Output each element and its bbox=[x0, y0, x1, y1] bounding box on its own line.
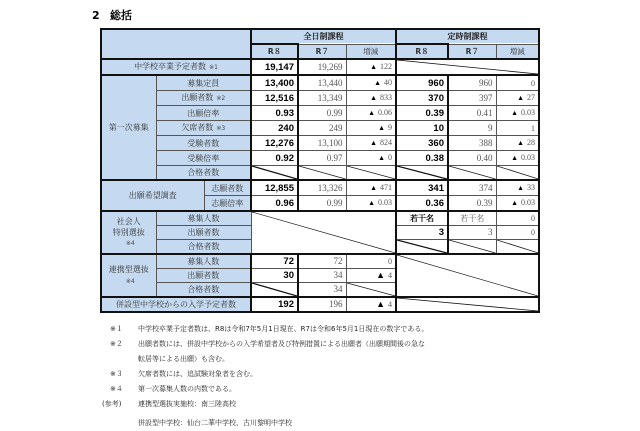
pt-diff-value: 0 bbox=[496, 211, 539, 226]
pt-r7-value: 3 bbox=[448, 226, 496, 240]
row-adult-0 bbox=[101, 211, 539, 226]
ft-diff-value: ▲ 40 bbox=[346, 75, 396, 91]
row-first-round-2 bbox=[101, 106, 539, 121]
ft-r8-value: 0.93 bbox=[251, 106, 298, 121]
ft-diff-slash bbox=[346, 283, 396, 298]
pt-diff-value: 0 bbox=[496, 226, 539, 240]
pt-r7-value: 若干名 bbox=[448, 211, 496, 226]
group-label-survey: 出願希望調査 bbox=[101, 180, 204, 211]
row-label: 受験倍率 bbox=[156, 151, 251, 166]
pt-r8-value: 3 bbox=[396, 226, 448, 240]
pt-r7-value: 0.40 bbox=[448, 151, 496, 166]
pt-diff-value: ▲ 0.03 bbox=[496, 151, 539, 166]
pt-diff-value: ▲ 27 bbox=[496, 91, 539, 106]
ft-diff-value: ▲ 824 bbox=[346, 136, 396, 151]
pt-r8-value: 370 bbox=[396, 91, 448, 106]
ft-r8-value: 72 bbox=[251, 254, 298, 269]
section-title bbox=[92, 7, 132, 23]
pt-diff-value: 1 bbox=[496, 121, 539, 136]
row-label: 募集人数 bbox=[156, 254, 251, 269]
pt-r8-value: 0.36 bbox=[396, 196, 448, 212]
ft-diff-slash bbox=[346, 166, 396, 181]
pt-diff-value: 0 bbox=[496, 75, 539, 91]
col-ft-r8: R８ bbox=[251, 44, 298, 59]
ft-diff-value: 0 bbox=[346, 254, 396, 269]
ft-r7-value: 0.97 bbox=[298, 151, 346, 166]
footnote-4: ※４ 第一次募集人数の内数である。 bbox=[110, 385, 236, 393]
ft-r8-slash bbox=[251, 166, 298, 181]
ft-r7-value: 13,326 bbox=[298, 180, 346, 196]
header-blank bbox=[101, 29, 251, 59]
pt-r7-value: 374 bbox=[448, 180, 496, 196]
pt-r8-value: 341 bbox=[396, 180, 448, 196]
col-ft-diff: 増減 bbox=[346, 44, 396, 59]
ft-r8-value: 0.96 bbox=[251, 196, 298, 212]
pt-r8-slash bbox=[396, 166, 448, 181]
row-combined bbox=[101, 297, 539, 312]
pt-diff-slash bbox=[496, 166, 539, 181]
row-label: 志願者数 bbox=[204, 180, 251, 196]
ft-r8-value: 30 bbox=[251, 269, 298, 283]
pt-linked-slash bbox=[396, 254, 539, 297]
ft-diff-value: ▲ 4 bbox=[346, 297, 396, 312]
footnotes bbox=[102, 322, 429, 431]
footnote-2: ※２ 出願者数には、併設中学校からの入学希望者及び特例措置による出願者（出願期間後の急な bbox=[110, 340, 425, 348]
pt-diff-value: ▲ 0.03 bbox=[496, 106, 539, 121]
ft-r7-value: 13,440 bbox=[298, 75, 346, 91]
pt-r8-value: 0.38 bbox=[396, 151, 448, 166]
ft-diff-value: ▲ 0 bbox=[346, 151, 396, 166]
ft-r7-value: 13,349 bbox=[298, 91, 346, 106]
pt-r8-value: 若干名 bbox=[396, 211, 448, 226]
pt-r7-value: 0.41 bbox=[448, 106, 496, 121]
pt-r8-value: 360 bbox=[396, 136, 448, 151]
ft-diff-value: ▲ 0.03 bbox=[346, 196, 396, 212]
reference-linked: (参考) 連携型選抜実施校：南三陸高校 bbox=[102, 400, 236, 408]
row-graduates bbox=[101, 59, 539, 75]
summary-table bbox=[100, 28, 540, 313]
ft-r8-value: 13,400 bbox=[251, 75, 298, 91]
group-label-linked: 連携型選抜 ※4 bbox=[101, 254, 156, 297]
ft-r7-value: 196 bbox=[298, 297, 346, 312]
row-label: 欠席者数 ※3 bbox=[156, 121, 251, 136]
ft-r8-value: 192 bbox=[251, 297, 298, 312]
pt-r7-value: 388 bbox=[448, 136, 496, 151]
pt-slash-cell bbox=[396, 59, 539, 75]
row-label: 中学校卒業予定者数 ※1 bbox=[101, 59, 251, 75]
row-first-round-3 bbox=[101, 121, 539, 136]
group-label-first-round: 第一次募集 bbox=[101, 75, 156, 180]
ft-r8-value: 12,276 bbox=[251, 136, 298, 151]
row-label: 志願倍率 bbox=[204, 196, 251, 212]
pt-r7-slash bbox=[448, 240, 496, 255]
pt-r7-value: 397 bbox=[448, 91, 496, 106]
pt-r8-value: 0.39 bbox=[396, 106, 448, 121]
pt-r7-value: 9 bbox=[448, 121, 496, 136]
pt-r7-slash bbox=[448, 166, 496, 181]
ft-diff-value: ▲ 4 bbox=[346, 269, 396, 283]
ft-r8-value: 240 bbox=[251, 121, 298, 136]
row-label: 併設型中学校からの入学予定者数 bbox=[101, 297, 251, 312]
ft-r7-value: 72 bbox=[298, 254, 346, 269]
pt-combined-slash bbox=[396, 297, 539, 312]
pt-diff-value: ▲ 28 bbox=[496, 136, 539, 151]
row-label: 出願者数 ※2 bbox=[156, 91, 251, 106]
row-first-round-0 bbox=[101, 75, 539, 91]
pt-r7-value: 0.39 bbox=[448, 196, 496, 212]
pt-r7-value: 960 bbox=[448, 75, 496, 91]
ft-diff-value: ▲ 0.06 bbox=[346, 106, 396, 121]
pt-r8-value: 10 bbox=[396, 121, 448, 136]
pt-r8-slash bbox=[396, 240, 448, 255]
footnote-2-cont: 転居等による出願）も含む。 bbox=[138, 355, 229, 363]
footnote-1: ※１ 中学校卒業予定者数は、R8は令和7年5月1日現在、R7は令和6年5月1日現在の数字である。 bbox=[110, 325, 429, 333]
pt-diff-slash bbox=[496, 240, 539, 255]
pt-r8-value: 960 bbox=[396, 75, 448, 91]
ft-r7-slash bbox=[298, 166, 346, 181]
ft-r8-value: 0.92 bbox=[251, 151, 298, 166]
ft-diff-value: ▲ 833 bbox=[346, 91, 396, 106]
col-pt-r8: R８ bbox=[396, 44, 448, 59]
ft-r7-value: 19,269 bbox=[298, 59, 346, 75]
row-first-round-1 bbox=[101, 91, 539, 106]
ft-r8-slash bbox=[251, 283, 298, 298]
row-label: 出願者数 bbox=[156, 269, 251, 283]
pt-diff-value: ▲ 0.03 bbox=[496, 196, 539, 212]
ft-r7-value: 0.99 bbox=[298, 106, 346, 121]
row-linked-0 bbox=[101, 254, 539, 269]
header-part-time: 定時制課程 bbox=[396, 29, 539, 44]
row-first-round-5 bbox=[101, 151, 539, 166]
footnote-3: ※３ 欠席者数には、追試験対象者を含む。 bbox=[110, 370, 257, 378]
section-title-text: 総括 bbox=[110, 9, 132, 22]
ft-r8-value: 19,147 bbox=[251, 59, 298, 75]
section-number: 2 bbox=[92, 9, 100, 22]
ft-r7-value: 34 bbox=[298, 269, 346, 283]
ft-r7-value: 249 bbox=[298, 121, 346, 136]
ft-adult-slash bbox=[251, 211, 396, 254]
row-label: 合格者数 bbox=[156, 240, 251, 255]
row-label: 出願者数 bbox=[156, 226, 251, 240]
row-label: 合格者数 bbox=[156, 283, 251, 298]
ft-diff-value: ▲ 471 bbox=[346, 180, 396, 196]
pt-diff-value: ▲ 33 bbox=[496, 180, 539, 196]
col-ft-r7: R７ bbox=[298, 44, 346, 59]
ft-diff-value: ▲ 122 bbox=[346, 59, 396, 75]
group-label-adult: 社会人 特別選抜 ※4 bbox=[101, 211, 156, 254]
row-label: 受験者数 bbox=[156, 136, 251, 151]
col-pt-r7: R７ bbox=[448, 44, 496, 59]
reference-combined: 併設型中学校：仙台二華中学校、古川黎明中学校 bbox=[138, 419, 292, 427]
row-first-round-4 bbox=[101, 136, 539, 151]
row-first-round-6 bbox=[101, 166, 539, 181]
row-label: 募集人数 bbox=[156, 211, 251, 226]
row-label: 出願倍率 bbox=[156, 106, 251, 121]
ft-diff-value: ▲ 9 bbox=[346, 121, 396, 136]
ft-r7-value: 13,100 bbox=[298, 136, 346, 151]
col-pt-diff: 増減 bbox=[496, 44, 539, 59]
ft-r8-value: 12,855 bbox=[251, 180, 298, 196]
ft-r8-value: 12,516 bbox=[251, 91, 298, 106]
ft-r7-value: 0.99 bbox=[298, 196, 346, 212]
row-survey-0 bbox=[101, 180, 539, 196]
ft-r7-value: 34 bbox=[298, 283, 346, 298]
row-label: 募集定員 bbox=[156, 75, 251, 91]
header-full-time: 全日制課程 bbox=[251, 29, 396, 44]
row-label: 合格者数 bbox=[156, 166, 251, 181]
